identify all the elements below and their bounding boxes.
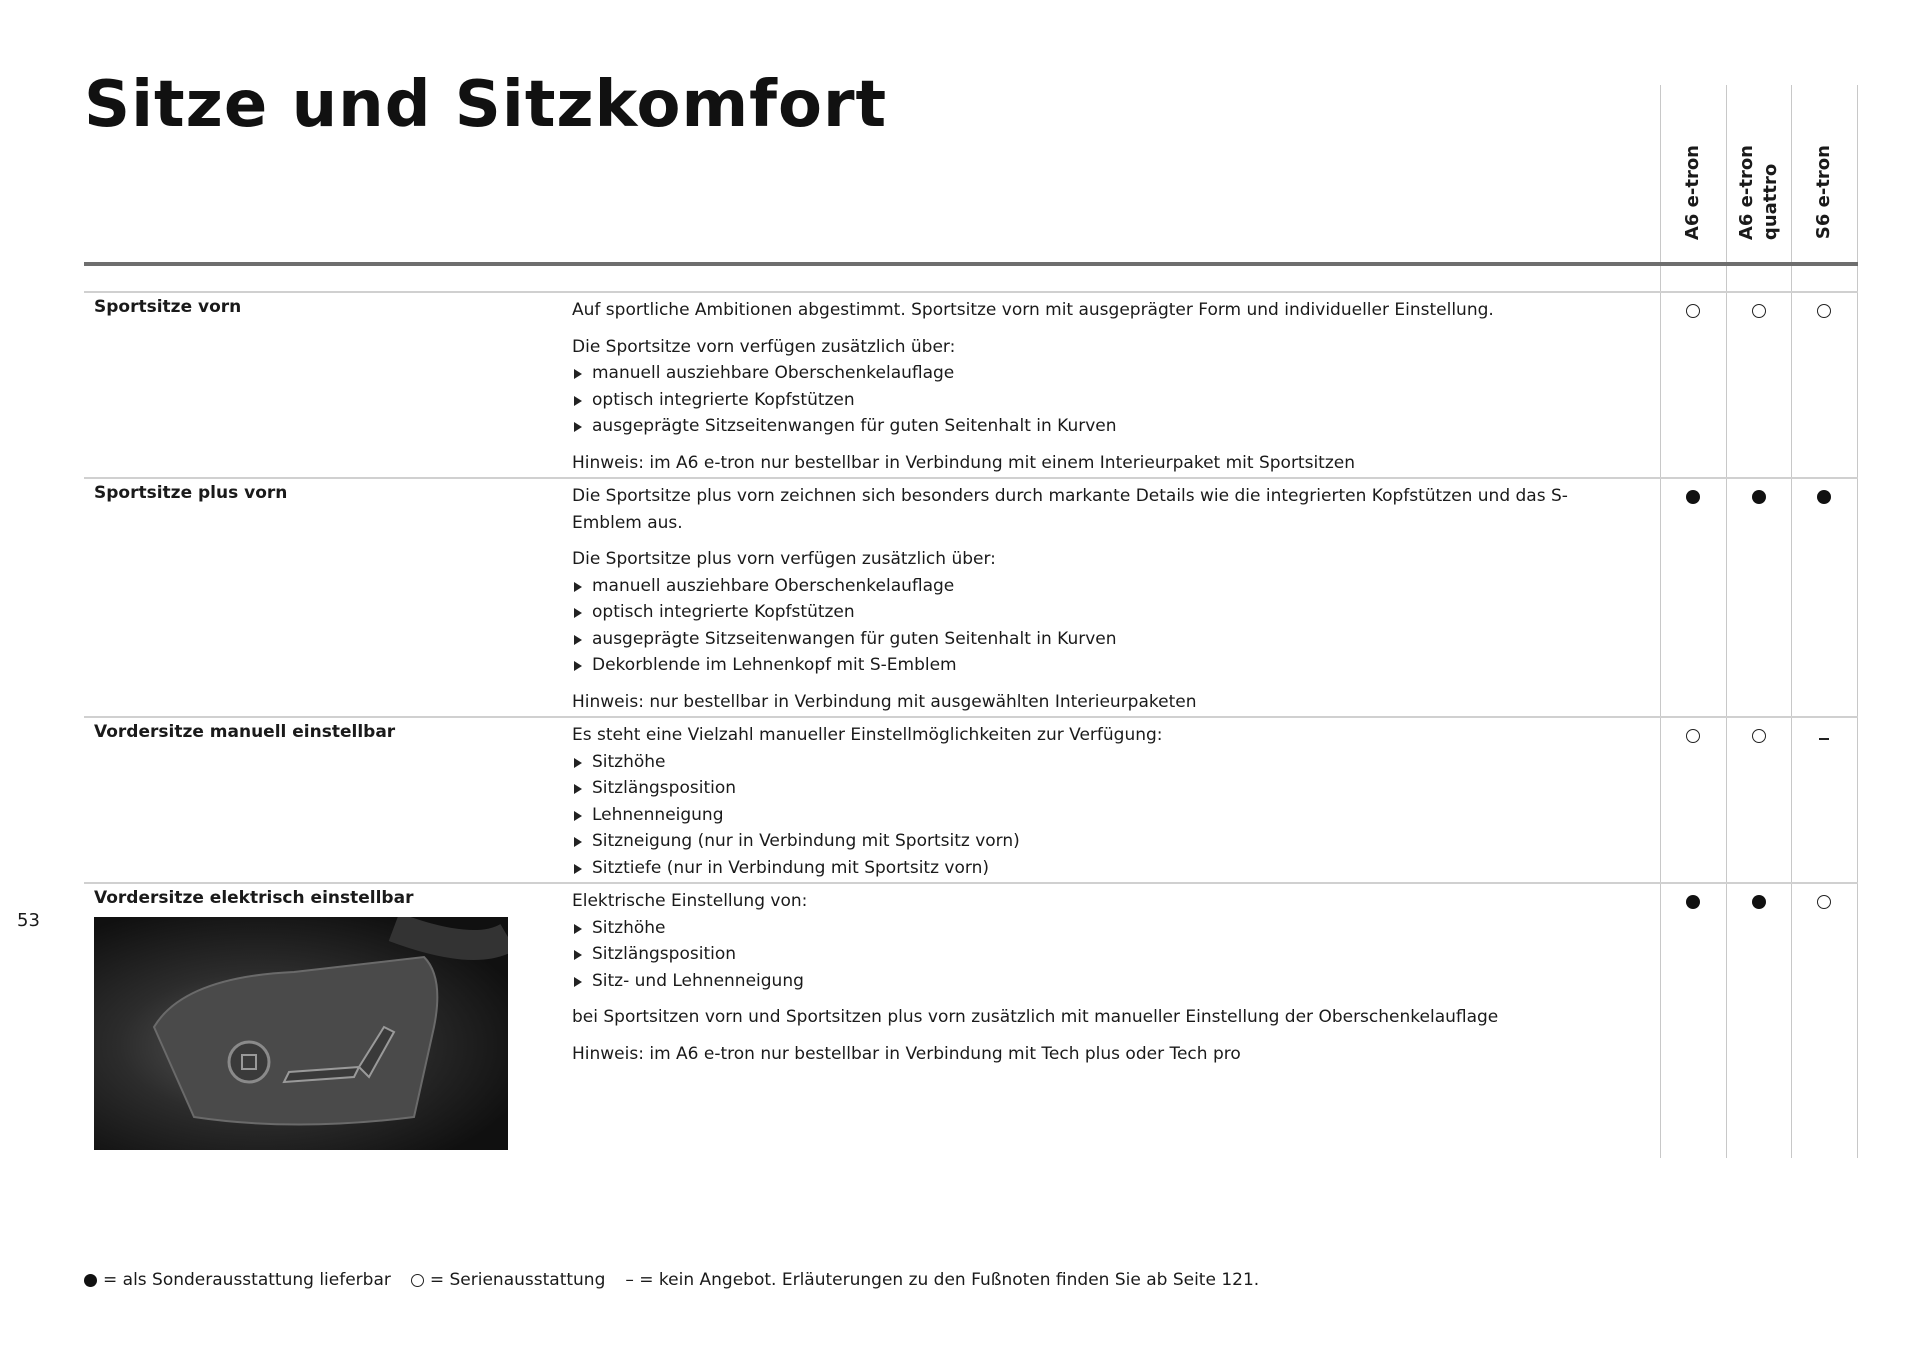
open-circle-icon — [1817, 895, 1831, 909]
legend-none: – = kein Angebot. Erläuterungen zu den Fußnoten finden Sie ab Seite 121. — [625, 1270, 1260, 1290]
table-row — [84, 291, 1858, 479]
seat-controls-illustration — [94, 917, 508, 1150]
column-header-label: A6 e-tron quattro — [1736, 144, 1781, 241]
list-item: Sitzhöhe — [572, 915, 1632, 942]
list-item: manuell ausziehbare Oberschenkelauflage — [572, 573, 1632, 600]
bullet-list — [572, 360, 1632, 440]
header-rule — [84, 262, 1858, 266]
row-description — [572, 297, 1632, 486]
mark-a6 — [1660, 303, 1726, 322]
column-header-s6 — [1791, 130, 1857, 255]
row-description — [572, 483, 1632, 725]
filled-circle-icon — [1752, 895, 1766, 909]
page-title: Sitze und Sitzkomfort — [84, 68, 888, 142]
bullet-list — [572, 749, 1632, 882]
mark-a6-quattro — [1726, 894, 1792, 913]
list-item: Lehnenneigung — [572, 802, 1632, 829]
open-circle-icon — [1817, 304, 1831, 318]
filled-circle-icon — [84, 1274, 97, 1287]
note-text: Hinweis: nur bestellbar in Verbindung mit ausgewählten Interieurpaketen — [572, 691, 1197, 712]
note-text: Hinweis: im A6 e-tron nur bestellbar in Verbindung mit einem Interieurpaket mit Sportsitzen — [572, 452, 1355, 473]
legend-open: = Serienausstattung — [429, 1270, 606, 1290]
row-description — [572, 888, 1632, 1077]
open-circle-icon — [1752, 304, 1766, 318]
mark-a6-quattro — [1726, 303, 1792, 322]
mark-s6 — [1791, 489, 1857, 508]
sub-text: Die Sportsitze plus vorn verfügen zusätzlich über: — [572, 549, 996, 569]
mark-a6 — [1660, 894, 1726, 913]
column-header-a6-quattro — [1726, 130, 1792, 255]
dash-icon — [1819, 738, 1829, 740]
page-number: 53 — [17, 910, 40, 931]
list-item: optisch integrierte Kopfstützen — [572, 599, 1632, 626]
list-item: Dekorblende im Lehnenkopf mit S-Emblem — [572, 652, 1632, 679]
list-item: Sitzneigung (nur in Verbindung mit Sportsitz vorn) — [572, 828, 1632, 855]
mark-a6 — [1660, 489, 1726, 508]
column-header-label: S6 e-tron — [1813, 145, 1834, 240]
intro-text: Auf sportliche Ambitionen abgestimmt. Sportsitze vorn mit ausgeprägter Form und individueller Einstellung. — [572, 300, 1494, 320]
row-label: Vordersitze elektrisch einstellbar — [94, 888, 414, 908]
legend — [84, 1270, 1259, 1290]
intro-text: Es steht eine Vielzahl manueller Einstellmöglichkeiten zur Verfügung: — [572, 725, 1163, 745]
mark-s6 — [1791, 894, 1857, 913]
extra-text: bei Sportsitzen vorn und Sportsitzen plus vorn zusätzlich mit manueller Einstellung der Oberschenkelauflage — [572, 1007, 1499, 1027]
row-label: Sportsitze vorn — [94, 297, 242, 317]
row-description — [572, 722, 1632, 891]
table-row — [84, 716, 1858, 884]
list-item: ausgeprägte Sitzseitenwangen für guten Seitenhalt in Kurven — [572, 626, 1632, 653]
open-circle-icon — [1686, 729, 1700, 743]
filled-circle-icon — [1817, 490, 1831, 504]
filled-circle-icon — [1752, 490, 1766, 504]
row-label: Sportsitze plus vorn — [94, 483, 288, 503]
intro-text: Die Sportsitze plus vorn zeichnen sich besonders durch markante Details wie die integrierten Kopfstützen und das S-Emblem aus. — [572, 486, 1568, 533]
list-item: Sitz- und Lehnenneigung — [572, 968, 1632, 995]
bullet-list — [572, 573, 1632, 679]
open-circle-icon — [1752, 729, 1766, 743]
sub-text: Die Sportsitze vorn verfügen zusätzlich über: — [572, 336, 956, 357]
list-item: Sitzlängsposition — [572, 941, 1632, 968]
filled-circle-icon — [1686, 490, 1700, 504]
table-row — [84, 477, 1858, 718]
open-circle-icon — [411, 1274, 424, 1287]
mark-s6 — [1791, 303, 1857, 322]
list-item: Sitzlängsposition — [572, 775, 1632, 802]
bullet-list — [572, 915, 1632, 995]
intro-text: Elektrische Einstellung von: — [572, 891, 808, 911]
list-item: optisch integrierte Kopfstützen — [572, 387, 1632, 414]
open-circle-icon — [1686, 304, 1700, 318]
row-label: Vordersitze manuell einstellbar — [94, 722, 396, 742]
table-row — [84, 882, 1858, 1160]
list-item: Sitztiefe (nur in Verbindung mit Sportsitz vorn) — [572, 855, 1632, 882]
list-item: manuell ausziehbare Oberschenkelauflage — [572, 360, 1632, 387]
mark-a6-quattro — [1726, 728, 1792, 747]
mark-a6 — [1660, 728, 1726, 747]
legend-filled: = als Sonderausstattung lieferbar — [103, 1270, 391, 1290]
note-text: Hinweis: im A6 e-tron nur bestellbar in Verbindung mit Tech plus oder Tech pro — [572, 1043, 1241, 1064]
list-item: ausgeprägte Sitzseitenwangen für guten Seitenhalt in Kurven — [572, 413, 1632, 440]
column-header-a6 — [1660, 130, 1726, 255]
mark-s6 — [1791, 728, 1857, 747]
seat-controls-photo — [94, 917, 508, 1150]
mark-a6-quattro — [1726, 489, 1792, 508]
column-header-label: A6 e-tron — [1682, 144, 1703, 241]
filled-circle-icon — [1686, 895, 1700, 909]
list-item: Sitzhöhe — [572, 749, 1632, 776]
